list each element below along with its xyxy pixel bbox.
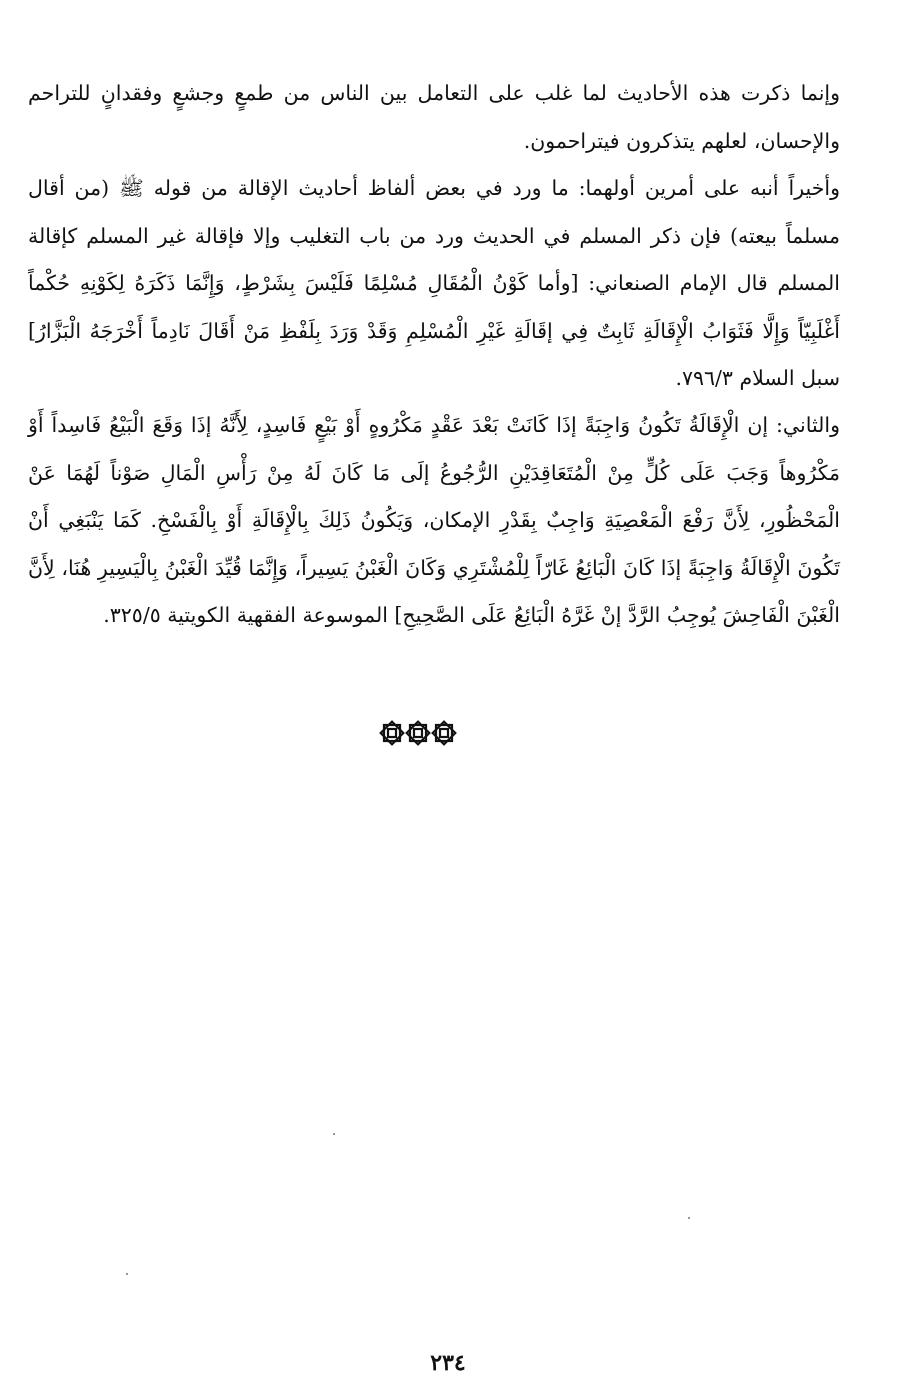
paragraph-3-text: والثاني: إن الْإِقَالَةُ تَكُونُ وَاجِبَةً إذَا كَانَتْ بَعْدَ عَقْدٍ مَكْرُوهٍ أَوْ بَيْعٍ فَاسِدٍ، لِأَنَّهُ إذَا وَقَعَ الْبَيْعُ فَاسِداً أَوْ مَكْرُوهاً وَجَبَ عَلَى كُلٍّ مِنْ الْمُتَعَاقِدَيْنِ الرُّجُوعُ إلَى مَا كَانَ لَهُ مِنْ رَأْسِ الْمَالِ صَوْناً لَهُمَا عَنْ الْمَحْظُورِ، لِأَنَّ رَفْعَ الْمَعْصِيَةِ وَاجِبٌ بِقَدْرِ الإمكان، وَيَكُونُ ذَلِكَ بِالْإِقَالَةِ أَوْ بِالْفَسْخِ. كَمَا يَنْبَغِي أَنْ تَكُونَ الْإِقَالَةُ وَاجِبَةً إذَا كَانَ الْبَائِعُ غَارّاً لِلْمُشْتَرِي وَكَانَ الْغَبْنُ يَسِيراً، وَإِنَّمَا قُيِّدَ الْغَبْنُ بِالْيَسِيرِ هُنَا، لِأَنَّ الْغَبْنَ الْفَاحِشَ يُوجِبُ الرَّدَّ إنْ غَرَّهُ الْبَائِعُ عَلَى الصَّحِيحِ] الموسوعة الفقهية الكويتية ٣٢٥/٥. [28, 413, 840, 627]
scan-speck [688, 1217, 690, 1219]
ornamental-divider-icon [379, 715, 457, 751]
paragraph-2 [28, 165, 840, 403]
paragraph-2-text: وأخيراً أنبه على أمرين أولهما: ما ورد في بعض ألفاظ أحاديث الإقالة من قوله ﷺ (من أقال مسلماً بيعته) فإن ذكر المسلم في الحديث ورد من باب التغليب وإلا فإقالة غير المسلم كإقالة المسلم قال الإمام الصنعاني: [وأما كَوْنُ الْمُقَالِ مُسْلِمًا فَلَيْسَ بِشَرْطٍ، وَإِنَّمَا ذَكَرَهُ لِكَوْنِهِ حُكْماً أَغْلَبِيّاً وَإِلَّا فَثَوَابُ الْإِقَالَةِ ثَابِتٌ فِي إقَالَةِ غَيْرِ الْمُسْلِمِ وَقَدْ وَرَدَ بِلَفْظِ مَنْ أَقَالَ نَادِماً أَخْرَجَهُ الْبَزَّارُ] سبل السلام ٧٩٦/٣. [28, 176, 840, 390]
page-number: ٢٣٤ [430, 1350, 466, 1376]
paragraph-1 [28, 70, 840, 165]
paragraph-1-text: وإنما ذكرت هذه الأحاديث لما غلب على التعامل بين الناس من طمعٍ وجشعٍ وفقدانٍ للتراحم والإحسان، لعلهم يتذكرون فيتراحمون. [28, 81, 840, 153]
paragraph-3 [28, 402, 840, 640]
scan-speck [126, 1273, 128, 1275]
scan-speck [333, 1133, 335, 1135]
